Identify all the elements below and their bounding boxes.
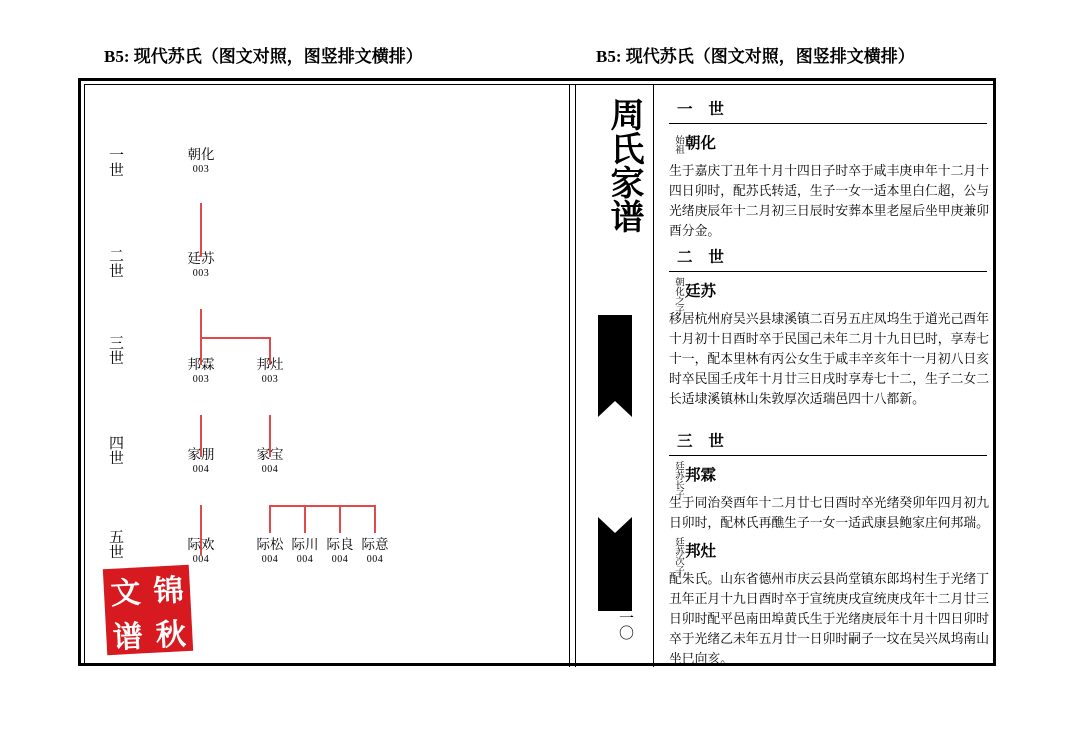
- generation-label-5: 五世: [107, 529, 123, 559]
- tree-node[interactable]: [353, 537, 397, 566]
- tree-node-name: 廷苏: [187, 251, 215, 266]
- tree-node[interactable]: [179, 447, 223, 476]
- person-name: 邦灶: [685, 543, 717, 560]
- document-frame-inner: [84, 84, 996, 666]
- generation-divider: [669, 271, 987, 272]
- tree-node-id: 004: [261, 554, 279, 565]
- tree-node-name: 际松: [256, 537, 284, 552]
- tree-node-name: 家宝: [256, 447, 284, 462]
- book-title: 周氏家谱: [605, 97, 642, 233]
- connector-line: [269, 505, 374, 507]
- tree-node-id: 003: [261, 374, 279, 385]
- tree-node-id: 004: [331, 554, 349, 565]
- generation-divider: [669, 455, 987, 456]
- tree-node-id: 004: [192, 554, 210, 565]
- generation-label-3: 三世: [107, 335, 123, 365]
- generation-label-2: 二世: [107, 248, 123, 278]
- relation-tag: 廷苏长子: [673, 461, 683, 499]
- tree-node-id: 004: [296, 554, 314, 565]
- connector-line: [374, 505, 376, 533]
- page-number: 一〇: [617, 610, 633, 640]
- person-biography: 移居杭州府吴兴县埭溪镇二百另五庄凤坞生于道光己酉年十月初十日酉时卒于民国己未年二月十九日巳时，享寿七十一，配本里林有丙公女生于咸丰辛亥年十一月初八日亥时卒民国壬戌年十月廿三日戌时享寿七十二，生子二女二长适埭溪镇林山朱敦厚次适瑞邑四十八都新。: [669, 312, 989, 406]
- person-name: 朝化: [685, 135, 717, 152]
- person-name: 廷苏: [685, 283, 717, 300]
- tree-node-name: 际欢: [187, 537, 215, 552]
- connector-line: [200, 337, 270, 339]
- tree-node-id: 004: [192, 464, 210, 475]
- seal-stamp: [103, 565, 193, 655]
- generation-heading: 一 世: [677, 101, 730, 118]
- genealogy-chart-page: [85, 85, 569, 667]
- tree-node-name: 际川: [291, 537, 319, 552]
- page-header-right: B5: 现代苏氏（图文对照，图竖排文横排）: [596, 47, 915, 66]
- tree-node-name: 邦灶: [256, 357, 284, 372]
- tree-node[interactable]: [179, 537, 223, 566]
- person-biography: 生于嘉庆丁丑年十月十四日子时卒于咸丰庚申年十二月十四日卯时，配苏氏转适，生子一女一适本里白仁超，公与光绪庚辰年十二月初三日辰时安葬本里老屋后坐甲庚兼卯酉分金。: [669, 164, 989, 238]
- tree-node[interactable]: [179, 251, 223, 280]
- seal-char: 锦: [152, 574, 185, 609]
- connector-line: [339, 505, 341, 533]
- connector-line: [269, 505, 271, 533]
- connector-line: [200, 309, 202, 337]
- tree-node-id: 003: [192, 374, 210, 385]
- tree-node[interactable]: [248, 357, 292, 386]
- relation-tag: 廷苏次子: [673, 537, 683, 575]
- generation-label-1: 一世: [107, 147, 123, 177]
- spine-left-rule: [569, 85, 570, 667]
- tree-node[interactable]: [248, 447, 292, 476]
- tree-node-name: 际意: [361, 537, 389, 552]
- tree-node-id: 004: [261, 464, 279, 475]
- generation-heading: 三 世: [677, 433, 730, 450]
- seal-char: 文: [109, 576, 142, 611]
- generation-divider: [669, 123, 987, 124]
- seal-char: 秋: [155, 618, 187, 653]
- book-spine: [576, 85, 654, 667]
- spine-ornament-bottom: [598, 533, 632, 611]
- generation-heading: 二 世: [677, 249, 730, 266]
- tree-node-name: 朝化: [187, 147, 215, 162]
- relation-tag: 始祖: [673, 135, 683, 154]
- tree-node[interactable]: [179, 357, 223, 386]
- document-frame: [78, 78, 996, 666]
- generation-label-4: 四世: [107, 435, 123, 465]
- person-biography: 配朱氏。山东省德州市庆云县尚堂镇东郎坞村生于光绪丁丑年正月十九日酉时卒于宣统庚戌宣统庚戌年十二月廿三日卯时配平邑南田埠黄氏生于光绪庚辰年十月十四日卯时卒于光绪乙未年五月廿一日卯时嗣子一坟在吴兴凤坞南山坐巳向亥。: [669, 572, 989, 666]
- person-name: 邦霖: [685, 467, 717, 484]
- tree-node[interactable]: [179, 147, 223, 176]
- tree-node-name: 邦霖: [187, 357, 215, 372]
- spine-ornament-top: [598, 315, 632, 401]
- tree-node-id: 004: [366, 554, 384, 565]
- person-biography: 生于同治癸酉年十二月廿七日酉时卒光绪癸卯年四月初九日卯时，配林氏再醮生子一女一适武康县鲍家庄何邦瑞。: [669, 496, 989, 530]
- tree-node-id: 003: [192, 268, 210, 279]
- relation-tag: 朝化之子: [673, 277, 683, 315]
- tree-node-name: 际良: [326, 537, 354, 552]
- tree-node-id: 003: [192, 164, 210, 175]
- connector-line: [200, 203, 202, 257]
- tree-node-name: 家朋: [187, 447, 215, 462]
- connector-line: [304, 505, 306, 533]
- page-header-left: B5: 现代苏氏（图文对照，图竖排文横排）: [104, 47, 423, 66]
- seal-char: 谱: [112, 620, 144, 655]
- biography-text-page: [655, 85, 997, 667]
